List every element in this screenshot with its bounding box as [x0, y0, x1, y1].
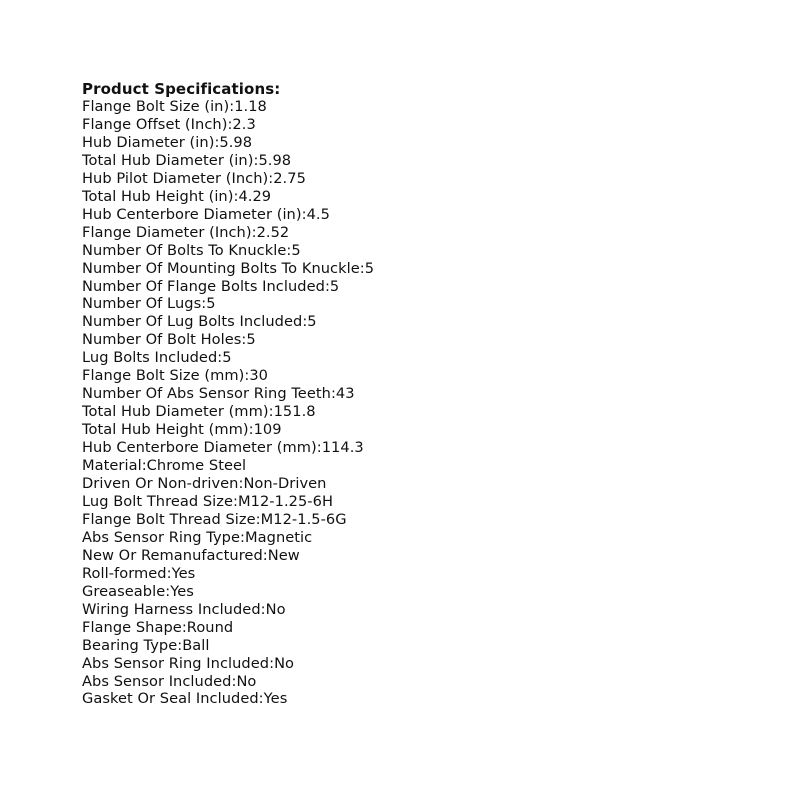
spec-value: Yes — [171, 564, 196, 582]
spec-separator: : — [201, 295, 207, 313]
spec-label: Abs Sensor Ring Type — [82, 528, 241, 546]
spec-row — [82, 367, 742, 385]
spec-value: Non-Driven — [243, 475, 327, 493]
spec-row — [82, 188, 742, 206]
spec-value: No — [265, 600, 286, 618]
spec-row — [82, 565, 742, 583]
spec-separator: : — [240, 528, 245, 546]
spec-separator: : — [229, 98, 235, 115]
spec-label: Flange Offset (Inch) — [82, 115, 228, 133]
spec-label: Lug Bolts Included — [82, 349, 218, 367]
spec-value: Chrome Steel — [146, 457, 247, 475]
spec-label: Abs Sensor Included — [82, 672, 232, 690]
spec-separator: : — [253, 151, 259, 169]
spec-separator: : — [269, 654, 275, 672]
spec-label: Wiring Harness Included — [82, 600, 261, 618]
spec-row — [82, 547, 742, 565]
spec-value: 2.3 — [232, 115, 256, 133]
spec-value: M12-1.5-6G — [260, 510, 347, 528]
spec-separator: : — [238, 475, 244, 493]
spec-separator: : — [302, 313, 308, 331]
spec-value: 109 — [253, 421, 282, 439]
spec-label: Abs Sensor Ring Included — [82, 654, 270, 672]
spec-label: Number Of Bolts To Knuckle — [82, 241, 287, 259]
spec-separator: : — [255, 510, 261, 528]
spec-label: Flange Bolt Size (mm) — [82, 367, 245, 385]
spec-row — [82, 152, 742, 170]
spec-value: No — [274, 654, 295, 672]
spec-value: 4.29 — [238, 187, 272, 205]
spec-label: Hub Centerbore Diameter (mm) — [82, 439, 317, 457]
spec-separator: : — [165, 582, 171, 600]
spec-label: Number Of Flange Bolts Included — [82, 277, 325, 295]
spec-value: 5 — [206, 295, 216, 313]
spec-label: Roll-formed — [82, 564, 167, 582]
spec-value: 2.52 — [256, 223, 290, 241]
page-title: Product Specifications: — [82, 80, 281, 98]
spec-separator: : — [177, 636, 183, 654]
spec-value: 5 — [222, 349, 232, 367]
spec-separator: : — [217, 349, 223, 367]
spec-separator: : — [244, 367, 250, 385]
spec-value: 5.98 — [219, 133, 253, 151]
spec-row — [82, 655, 742, 673]
spec-value: M12-1.25-6H — [237, 492, 333, 510]
spec-separator: : — [251, 223, 257, 241]
spec-row — [82, 583, 742, 601]
spec-row — [82, 98, 742, 116]
spec-separator: : — [330, 385, 336, 403]
spec-value: 4.5 — [306, 205, 330, 223]
spec-row — [82, 260, 742, 278]
spec-separator: : — [241, 331, 247, 349]
spec-separator: : — [301, 205, 307, 223]
spec-row — [82, 690, 742, 708]
spec-value: New — [267, 546, 300, 564]
spec-row — [82, 331, 742, 349]
spec-label: Total Hub Height (in) — [82, 187, 234, 205]
spec-label: Gasket Or Seal Included — [82, 690, 259, 708]
spec-value: Yes — [170, 582, 194, 600]
spec-label: Number Of Abs Sensor Ring Teeth — [82, 385, 331, 403]
spec-label: Number Of Lug Bolts Included — [82, 313, 303, 331]
spec-value: 5 — [291, 241, 301, 259]
spec-label: Flange Bolt Thread Size — [82, 510, 256, 528]
spec-row — [82, 475, 742, 493]
spec-row — [82, 511, 742, 529]
spec-value: 5.98 — [258, 151, 292, 169]
spec-separator: : — [262, 546, 268, 564]
spec-separator: : — [316, 439, 322, 457]
spec-separator: : — [214, 133, 220, 151]
spec-label: New Or Remanufactured — [82, 546, 263, 564]
spec-value: 2.75 — [273, 169, 306, 187]
spec-row — [82, 637, 742, 655]
spec-label: Number Of Lugs — [82, 295, 202, 313]
spec-separator: : — [324, 277, 330, 295]
spec-row — [82, 421, 742, 439]
spec-row — [82, 601, 742, 619]
spec-row — [82, 242, 742, 260]
spec-row — [82, 134, 742, 152]
spec-row — [82, 224, 742, 242]
spec-value: 30 — [249, 367, 268, 385]
spec-label: Hub Pilot Diameter (Inch) — [82, 169, 269, 187]
spec-row — [82, 493, 742, 511]
spec-separator: : — [268, 403, 274, 421]
spec-value: Round — [186, 618, 234, 636]
spec-value: 43 — [335, 385, 355, 403]
spec-label: Number Of Mounting Bolts To Knuckle — [82, 259, 360, 277]
spec-value: Yes — [263, 690, 288, 708]
spec-separator: : — [227, 115, 233, 133]
spec-row — [82, 170, 742, 188]
spec-separator: : — [231, 672, 237, 690]
spec-separator: : — [260, 600, 266, 618]
spec-value: 5 — [307, 313, 317, 331]
spec-value: 1.18 — [234, 98, 267, 115]
spec-row — [82, 457, 742, 475]
spec-separator: : — [181, 618, 187, 636]
specifications-list — [82, 98, 742, 708]
spec-label: Flange Bolt Size (in) — [82, 98, 230, 115]
spec-label: Flange Diameter (Inch) — [82, 223, 252, 241]
spec-row — [82, 278, 742, 296]
spec-row — [82, 385, 742, 403]
spec-row — [82, 673, 742, 691]
spec-separator: : — [258, 690, 264, 708]
spec-value: Magnetic — [245, 528, 313, 546]
spec-separator: : — [286, 241, 292, 259]
spec-row — [82, 116, 742, 134]
spec-row — [82, 529, 742, 547]
spec-row — [82, 295, 742, 313]
spec-separator: : — [141, 457, 147, 475]
spec-label: Flange Shape — [82, 618, 182, 636]
spec-label: Total Hub Height (mm) — [82, 421, 249, 439]
spec-value: 5 — [246, 331, 256, 349]
spec-value: 5 — [329, 277, 340, 295]
spec-row — [82, 439, 742, 457]
spec-label: Lug Bolt Thread Size — [82, 492, 234, 510]
spec-separator: : — [248, 421, 254, 439]
spec-label: Hub Centerbore Diameter (in) — [82, 205, 302, 223]
spec-value: No — [236, 672, 257, 690]
product-specifications-document — [82, 80, 742, 708]
spec-separator: : — [233, 492, 238, 510]
spec-value: 5 — [364, 259, 375, 277]
spec-label: Material — [82, 457, 142, 475]
spec-label: Number Of Bolt Holes — [82, 331, 242, 349]
spec-row — [82, 313, 742, 331]
spec-label: Total Hub Diameter (in) — [82, 151, 254, 169]
spec-separator: : — [359, 259, 365, 277]
spec-label: Hub Diameter (in) — [82, 133, 215, 151]
spec-label: Greaseable — [82, 582, 166, 600]
spec-separator: : — [233, 187, 239, 205]
spec-label: Driven Or Non-driven — [82, 475, 239, 493]
spec-row — [82, 403, 742, 421]
spec-value: 114.3 — [321, 439, 364, 457]
spec-separator: : — [268, 169, 274, 187]
spec-value: 151.8 — [273, 403, 316, 421]
spec-separator: : — [166, 564, 172, 582]
spec-row — [82, 206, 742, 224]
spec-row — [82, 349, 742, 367]
spec-label: Bearing Type — [82, 636, 178, 654]
spec-label: Total Hub Diameter (mm) — [82, 403, 269, 421]
spec-value: Ball — [182, 636, 210, 654]
spec-row — [82, 619, 742, 637]
